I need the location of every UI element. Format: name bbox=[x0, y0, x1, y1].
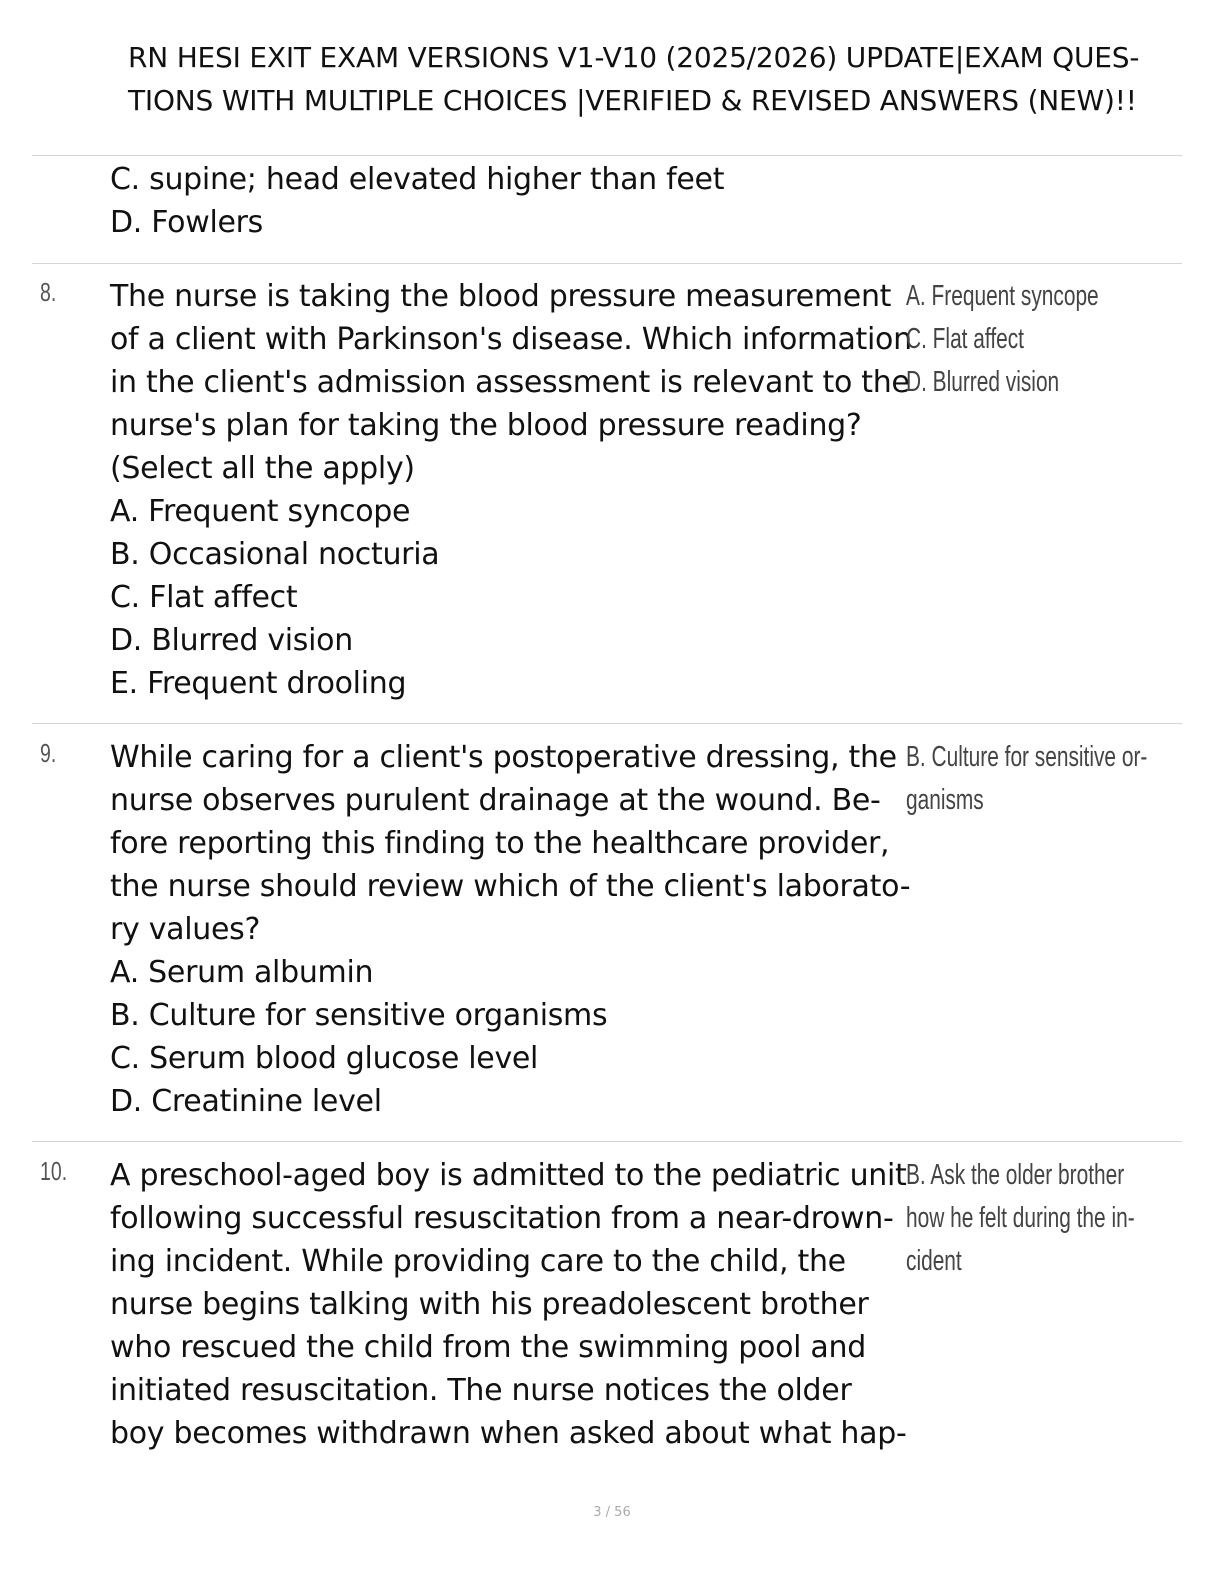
answer-key bbox=[906, 1154, 1136, 1283]
answer-line: D. Blurred vision bbox=[906, 366, 1060, 398]
header-line-1: RN HESI EXIT EXAM VERSIONS V1-V10 (2025/2026) UPDATE|EXAM QUES- bbox=[128, 41, 1140, 74]
question-7-options bbox=[110, 158, 900, 244]
option-line: C. Flat affect bbox=[110, 580, 298, 615]
question-line: fore reporting this finding to the healthcare provider, bbox=[110, 826, 890, 861]
option-line: C. Serum blood glucose level bbox=[110, 1041, 539, 1076]
question-line: nurse begins talking with his preadolescent brother bbox=[110, 1287, 869, 1322]
question-line: the nurse should review which of the client's laborato- bbox=[110, 869, 911, 904]
question-line: who rescued the child from the swimming pool and bbox=[110, 1330, 866, 1365]
answer-line: cident bbox=[906, 1245, 962, 1277]
option-line: B. Culture for sensitive organisms bbox=[110, 998, 608, 1033]
page-number: 3 / 56 bbox=[593, 1505, 631, 1520]
question-line: (Select all the apply) bbox=[110, 451, 415, 486]
answer-line: C. Flat affect bbox=[906, 323, 1024, 355]
option-line: D. Creatinine level bbox=[110, 1084, 382, 1119]
question-line: ry values? bbox=[110, 912, 261, 947]
question-line: nurse observes purulent drainage at the wound. Be- bbox=[110, 783, 881, 818]
question-line: nurse's plan for taking the blood pressure reading? bbox=[110, 408, 862, 443]
answer-line: how he felt during the in- bbox=[906, 1202, 1135, 1234]
question-number: 9. bbox=[40, 738, 57, 768]
question-number: 10. bbox=[40, 1156, 68, 1186]
option-line: E. Frequent drooling bbox=[110, 666, 407, 701]
answer-line: ganisms bbox=[906, 784, 984, 816]
option-line: A. Frequent syncope bbox=[110, 494, 411, 529]
option-line: A. Serum albumin bbox=[110, 955, 374, 990]
answer-key bbox=[906, 275, 1136, 404]
option-line: C. supine; head elevated higher than feet bbox=[110, 162, 725, 197]
question-line: in the client's admission assessment is relevant to the bbox=[110, 365, 910, 400]
question-text bbox=[110, 736, 911, 1123]
divider bbox=[32, 1141, 1182, 1142]
answer-line: B. Ask the older brother bbox=[906, 1159, 1125, 1191]
question-line: following successful resuscitation from a near-drown- bbox=[110, 1201, 894, 1236]
option-line: D. Blurred vision bbox=[110, 623, 353, 658]
document-header bbox=[128, 36, 1198, 122]
answer-line: B. Culture for sensitive or- bbox=[906, 741, 1148, 773]
question-line: of a client with Parkinson's disease. Which information bbox=[110, 322, 912, 357]
option-line: D. Fowlers bbox=[110, 205, 264, 240]
answer-line: A. Frequent syncope bbox=[906, 280, 1099, 312]
divider bbox=[32, 263, 1182, 264]
header-line-2: TIONS WITH MULTIPLE CHOICES |VERIFIED & REVISED ANSWERS (NEW)!! bbox=[128, 84, 1137, 117]
question-line: initiated resuscitation. The nurse notices the older bbox=[110, 1373, 852, 1408]
option-line: B. Occasional nocturia bbox=[110, 537, 440, 572]
question-text bbox=[110, 275, 912, 705]
question-line: While caring for a client's postoperative dressing, the bbox=[110, 740, 897, 775]
question-line: A preschool-aged boy is admitted to the pediatric unit bbox=[110, 1158, 907, 1193]
answer-key bbox=[906, 736, 1148, 822]
divider bbox=[32, 155, 1182, 156]
question-line: ing incident. While providing care to the child, the bbox=[110, 1244, 846, 1279]
question-line: The nurse is taking the blood pressure measurement bbox=[110, 279, 892, 314]
question-text bbox=[110, 1154, 907, 1455]
question-line: boy becomes withdrawn when asked about what hap- bbox=[110, 1416, 907, 1451]
question-number: 8. bbox=[40, 277, 57, 307]
divider bbox=[32, 723, 1182, 724]
